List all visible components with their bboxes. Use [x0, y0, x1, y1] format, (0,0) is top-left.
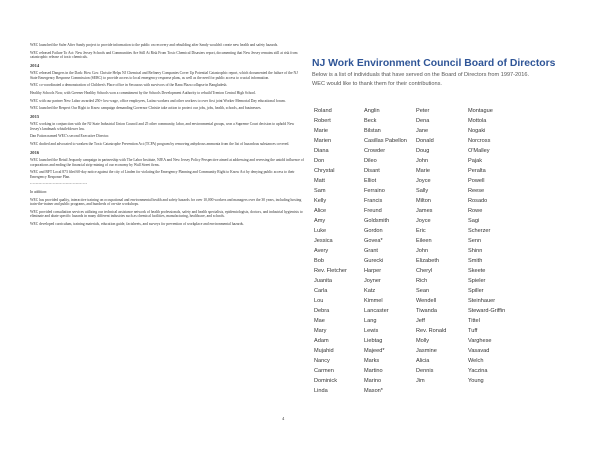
board-first-name: Matt — [314, 178, 325, 184]
board-last-name: Norcross — [468, 138, 491, 144]
board-last-name: Bilstan — [364, 128, 381, 134]
board-first-name: Juanita — [314, 278, 333, 284]
board-first-name: Chrystal — [314, 168, 335, 174]
board-first-name: Luke — [314, 228, 327, 234]
board-first-name: Amy — [314, 218, 326, 224]
board-first-name: Eric — [416, 228, 426, 234]
board-first-name: James — [416, 208, 433, 214]
board-first-name: Don — [314, 158, 325, 164]
paragraph-2014-5: WEC launched the Respect Our Right to Know campaign demanding Governor Christie take action to protect our jobs, jobs, health, schools, and businesses. — [30, 106, 262, 111]
board-last-name: Powell — [468, 178, 485, 184]
board-first-name: Lou — [314, 298, 324, 304]
paragraph-2015-2: Dan Fatton named WEC's second Executive Director. — [30, 134, 110, 139]
board-first-name: Roland — [314, 108, 332, 114]
addition-paragraph-2: WEC provided consultation services utilizing our technical assistance network of health professionals, safety and health specialists, epidemiologists, doctors, and industrial hygienists to eliminate and abate specific hazards in many different industries such as chemical facilities, manufacturing, healthcare, and schools. — [30, 209, 303, 218]
board-last-name: Sagi — [468, 218, 480, 224]
board-last-name: Senn — [468, 238, 482, 244]
board-first-name: Diana — [314, 148, 329, 154]
board-first-name: Bob — [314, 258, 324, 264]
addition-paragraph-3: WEC developed curriculum, training materials, education guide, factsheets, and surveys for prevention of workplace and environmental hazards. — [30, 221, 244, 226]
board-last-name: Freund — [364, 208, 382, 214]
board-first-name: Marie — [314, 128, 328, 134]
board-first-name: Doug — [416, 148, 430, 154]
board-first-name: Kelly — [314, 198, 327, 204]
board-last-name: Steward-Griffin — [468, 308, 506, 314]
board-first-name: John — [416, 158, 429, 164]
board-last-name: Kimmel — [364, 298, 383, 304]
board-first-name: Tiwanda — [416, 308, 437, 314]
board-first-name: Wendell — [416, 298, 437, 304]
board-first-name: Carla — [314, 288, 328, 294]
board-first-name: Alicia — [416, 358, 430, 364]
board-last-name: Dileo — [364, 158, 377, 164]
board-last-name: Smith — [468, 258, 483, 264]
board-first-name: Eileen — [416, 238, 432, 244]
board-first-name: Carmen — [314, 368, 334, 374]
board-last-name: Steinhauer — [468, 298, 496, 304]
board-last-name: Joyner — [364, 278, 381, 284]
board-last-name: Marino — [364, 378, 382, 384]
board-last-name: Goldsmith — [364, 218, 390, 224]
board-last-name: Young — [468, 378, 484, 384]
board-last-name: Lancaster — [364, 308, 389, 314]
paragraph-2014-4: WEC with our partner New Labor awarded 250+ low-wage, office employees, Latino workers and other workers to over first joint Worker Memorial Day educational forum. — [30, 98, 286, 103]
board-first-name: Peter — [416, 108, 430, 114]
history-column — [30, 43, 305, 229]
board-first-name: Jim — [416, 378, 425, 384]
board-subtitle-line-1: Below is a list of individuals that have served on the Board of Directors from 1997-2016. — [312, 72, 530, 78]
board-first-name: Molly — [416, 338, 430, 344]
paragraph-2014-3: Healthy Schools Now, with Greener Healthy Schools won a commitment by the Schools Development Authority to rebuild Trenton Central High School. — [30, 90, 257, 95]
board-last-name: Skeete — [468, 268, 486, 274]
board-last-name: Lewis — [364, 328, 379, 334]
board-first-name: Cheryl — [416, 268, 433, 274]
board-last-name: Shinn — [468, 248, 483, 254]
addition-paragraph-1: WEC has provided quality, interactive training on occupational and environmental health and safety hazards for over 10,000 workers and managers over the 30 years, including hosting train-the-trainer and public programs, and hundreds of on-site workshops. — [30, 197, 302, 206]
board-last-name: Gordon — [364, 228, 383, 234]
board-last-name: Varghese — [468, 338, 492, 344]
paragraph-2016-2: WEC and BFT Local 873 filed 60-day notice against the city of Linden for violating the Emergency Planning and Community Right to Know Act by denying public access to their Emergency Response Plan. — [30, 170, 295, 179]
board-column — [312, 58, 582, 88]
paragraph-2016-1: WEC launched the Retail Jeopardy campaign in partnership with The Labor Institute, NJEA and New Jersey Policy Perspective aimed at addressing and reversing the untold influence of corporations and ending the financial strip-mining of our economy by Wall Street firms. — [30, 158, 304, 167]
board-last-name: Rowe — [468, 208, 483, 214]
board-last-name: Montague — [468, 108, 493, 114]
board-first-name: Joyce — [416, 178, 431, 184]
paragraph-2014-2: WEC co-coordinated a demonstration of Children's Place office in Secaucus with survivors of the Rana Plaza collapse in Bangladesh. — [30, 83, 228, 88]
board-last-name: Liebtag — [364, 338, 383, 344]
board-first-name: Robert — [314, 118, 331, 124]
section-divider: ---------------------------------------- — [30, 182, 88, 187]
board-last-name: Reese — [468, 188, 485, 194]
board-last-name: Katz — [364, 288, 376, 294]
paragraph-2015-1: WEC working in conjunction with the NJ State Industrial Union Council and 25 other community, labor, and environmental groups, won a Supreme Court decision to uphold New Jersey's landmark whistleblower law. — [30, 122, 295, 131]
board-first-name: Dominick — [314, 378, 338, 384]
intro-paragraph-1: WEC launched the Safer After Sandy project to provide information to the public on recovery and rebuilding after Sandy wouldn't create new health and safety hazards. — [30, 43, 279, 47]
board-last-name: Anglin — [364, 108, 380, 114]
board-first-name: Dennis — [416, 368, 434, 374]
board-first-name: Dena — [416, 118, 430, 124]
board-last-name: Tuff — [468, 328, 478, 334]
board-last-name: Nogaki — [468, 128, 486, 134]
board-subtitle-line-2: WEC would like to thank them for their contributions. — [312, 81, 442, 87]
board-last-name: Pajak — [468, 158, 482, 164]
board-first-name: Marie — [416, 168, 430, 174]
board-last-name: Disant — [364, 168, 380, 174]
board-first-name: Jessica — [314, 238, 333, 244]
board-last-name: Spieler — [468, 278, 486, 284]
board-last-name: Grant — [364, 248, 378, 254]
board-first-name: Sean — [416, 288, 430, 294]
board-last-name: Francis — [364, 198, 383, 204]
year-heading-2014: 2014 — [30, 62, 40, 68]
board-first-name: Jeff — [416, 318, 425, 324]
board-last-name: Gurecki — [364, 258, 384, 264]
board-first-name: Elizabeth — [416, 258, 440, 264]
board-last-name: Martino — [364, 368, 383, 374]
board-title: NJ Work Environment Council Board of Directors — [312, 58, 556, 69]
board-last-name: Tittel — [468, 318, 480, 324]
board-last-name: Elliot — [364, 178, 377, 184]
board-first-name: Rich — [416, 278, 428, 284]
board-last-name: Crowder — [364, 148, 386, 154]
board-first-name: Debra — [314, 308, 330, 314]
board-first-name: Nancy — [314, 358, 330, 364]
board-first-name: John — [416, 248, 429, 254]
board-last-name: Harper — [364, 268, 382, 274]
board-last-name: Vasavad — [468, 348, 490, 354]
board-first-name: Adam — [314, 338, 329, 344]
board-last-name: Peralta — [468, 168, 486, 174]
board-first-name: Jasmine — [416, 348, 437, 354]
board-first-name: Sally — [416, 188, 429, 194]
year-heading-2015: 2015 — [30, 114, 40, 119]
board-first-name: Mujahid — [314, 348, 334, 354]
board-last-name: Govea* — [364, 238, 383, 244]
board-last-name: Welch — [468, 358, 484, 364]
board-first-name: Donald — [416, 138, 434, 144]
year-heading-2016: 2016 — [30, 149, 40, 155]
board-last-name: Spiller — [468, 288, 484, 294]
intro-paragraph-2: WEC released Failure To Act: New Jersey Schools and Communities Are Still At Risk From Toxic Chemical Disasters report, documenting that New Jersey remains still at risk from catastrophic release of toxic chemicals. — [30, 50, 298, 59]
in-addition-label: In addition: — [30, 189, 48, 194]
board-first-name: Avery — [314, 248, 329, 254]
board-last-name: Casillas Pabellon — [364, 138, 407, 144]
board-last-name: Ferraino — [364, 188, 385, 194]
board-first-name: Linda — [314, 388, 328, 394]
board-last-name: Scherzer — [468, 228, 491, 234]
board-first-name: Jane — [416, 128, 429, 134]
board-first-name: Mary — [314, 328, 327, 334]
board-first-name: Alice — [314, 208, 327, 214]
board-last-name: O'Malley — [468, 148, 490, 154]
board-last-name: Rosado — [468, 198, 488, 204]
board-last-name: Mottola — [468, 118, 487, 124]
page-number: 4 — [282, 416, 285, 421]
board-last-name: Lang — [364, 318, 377, 324]
paragraph-2014-1: WEC released Dangers in the Dark: How Gov. Christie Helps NJ Chemical and Refinery Companies Cover Up Potential Catastrophic report, which documented the failure of the NJ State Emergency Response Commission (SERC) to provide access to local emergency response plans, as well as the need for public access to crucial information. — [30, 71, 298, 80]
board-first-name: Joyce — [416, 218, 431, 224]
board-first-name: Mae — [314, 318, 325, 324]
board-last-name: Yaczina — [468, 368, 488, 374]
board-first-name: Rev. Ronald — [416, 328, 447, 334]
board-first-name: Marien — [314, 138, 332, 144]
board-last-name: Majeed* — [364, 348, 385, 354]
board-first-name: Milton — [416, 198, 431, 204]
paragraph-2015-3: WEC drafted and advocated to weaken the Toxic Catastrophe Prevention Act (TCPA) program by removing anhydrous ammonia from the list of hazardous substances covered. — [30, 142, 290, 146]
board-first-name: Sam — [314, 188, 326, 194]
board-first-name: Rev. Fletcher — [314, 268, 347, 274]
board-last-name: Marks — [364, 358, 380, 364]
board-last-name: Mason* — [364, 388, 383, 394]
board-last-name: Beck — [364, 118, 377, 124]
